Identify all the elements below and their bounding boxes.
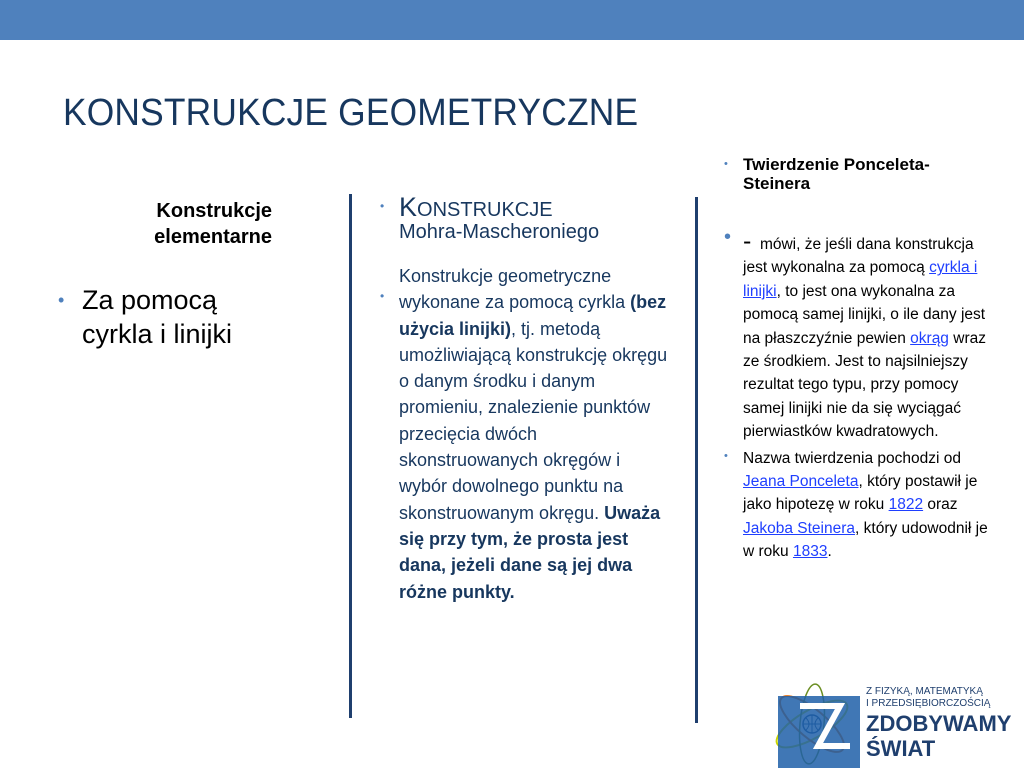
text-run: wraz ze środkiem. Jest to najsilniejszy rezultat tego typu, przy pomocy samej linijki nie da się wyciągać pierwiastków kwadratowych.	[743, 329, 986, 441]
column2-heading	[399, 192, 672, 243]
list-item	[58, 283, 288, 351]
column3-paragraph	[743, 227, 994, 444]
bullet-icon: •	[58, 290, 65, 310]
link-1822[interactable]: 1822	[888, 496, 924, 514]
column3-heading: Twierdzenie Ponceleta-Steinera	[743, 155, 930, 193]
column1-list	[58, 283, 288, 351]
list-item	[724, 155, 994, 193]
top-accent-bar	[0, 0, 1024, 40]
dash-mark: -	[743, 227, 752, 255]
heading-smallcaps: ONSTRUKCJE	[417, 199, 553, 221]
link-jeana-ponceleta[interactable]: Jeana Ponceleta	[743, 473, 859, 491]
link-1833[interactable]: 1833	[792, 543, 828, 561]
text-run: oraz	[923, 496, 958, 514]
text-run: , tj. metodą umożliwiającą konstrukcję okręgu o danym środku i danym promieniu, znalezienie punktów przecięcia dwóch skonstruowanych okręgów i wybór dowolnego punktu na skonstruowanym okręgu.	[399, 318, 668, 523]
list-item	[724, 447, 994, 564]
column2-paragraph	[399, 263, 672, 605]
link-jakoba-steinera[interactable]: Jakoba Steinera	[743, 519, 856, 537]
heading-line2: Mohra-Mascheroniego	[399, 221, 600, 243]
bullet-icon: •	[724, 226, 732, 248]
link-cyrkla-i-linijki[interactable]: cyrkla i linijki	[743, 259, 978, 300]
text-run: Konstrukcje geometryczne wykonane za pomocą cyrkla	[399, 266, 631, 313]
column2	[380, 192, 672, 605]
logo-line2: I PRZEDSIĘBIORCZOŚCIĄ	[866, 698, 991, 709]
column1-heading: Konstrukcje elementarne	[154, 200, 272, 248]
logo-line4: ŚWIAT	[866, 736, 936, 761]
bullet-icon: •	[724, 449, 728, 462]
text-run: , to jest ona wykonalna za pomocą samej linijki, o ile dany jest na płaszczyźnie pewien	[743, 282, 986, 347]
column3	[724, 155, 994, 564]
list-item	[380, 263, 672, 605]
heading-initial: K	[399, 192, 418, 222]
text-run: , który postawił je jako hipotezę w roku	[743, 473, 978, 514]
logo-line1: Z FIZYKĄ, MATEMATYKĄ	[866, 686, 983, 697]
column-divider	[695, 197, 698, 723]
list-item	[724, 226, 994, 444]
list-item	[380, 192, 672, 243]
text-run: .	[827, 543, 832, 561]
list-item-text: Za pomocą cyrkla i linijki	[82, 285, 233, 349]
text-run: Nazwa twierdzenia pochodzi od	[743, 449, 961, 467]
text-run: mówi, że jeśli dana konstrukcja jest wykonalna za pomocą	[743, 236, 974, 277]
bullet-icon: •	[724, 158, 728, 170]
column3-paragraph	[743, 447, 994, 564]
bullet-icon: •	[380, 289, 385, 303]
link-okrag[interactable]: okrąg	[910, 329, 949, 347]
column-divider	[349, 194, 352, 718]
text-run-bold: Uważa się przy tym, że prosta jest dana, jeżeli dane są jej dwa różne punkty.	[399, 502, 661, 602]
logo-line3: ZDOBYWAMY	[866, 711, 1012, 736]
slide-title: KONSTRUKCJE GEOMETRYCZNE	[63, 92, 639, 134]
project-logo	[770, 676, 1024, 768]
text-run-bold: (bez użycia linijki)	[399, 292, 667, 339]
bullet-icon: •	[380, 199, 385, 213]
text-run: , który udowodnił je w roku	[743, 519, 988, 561]
